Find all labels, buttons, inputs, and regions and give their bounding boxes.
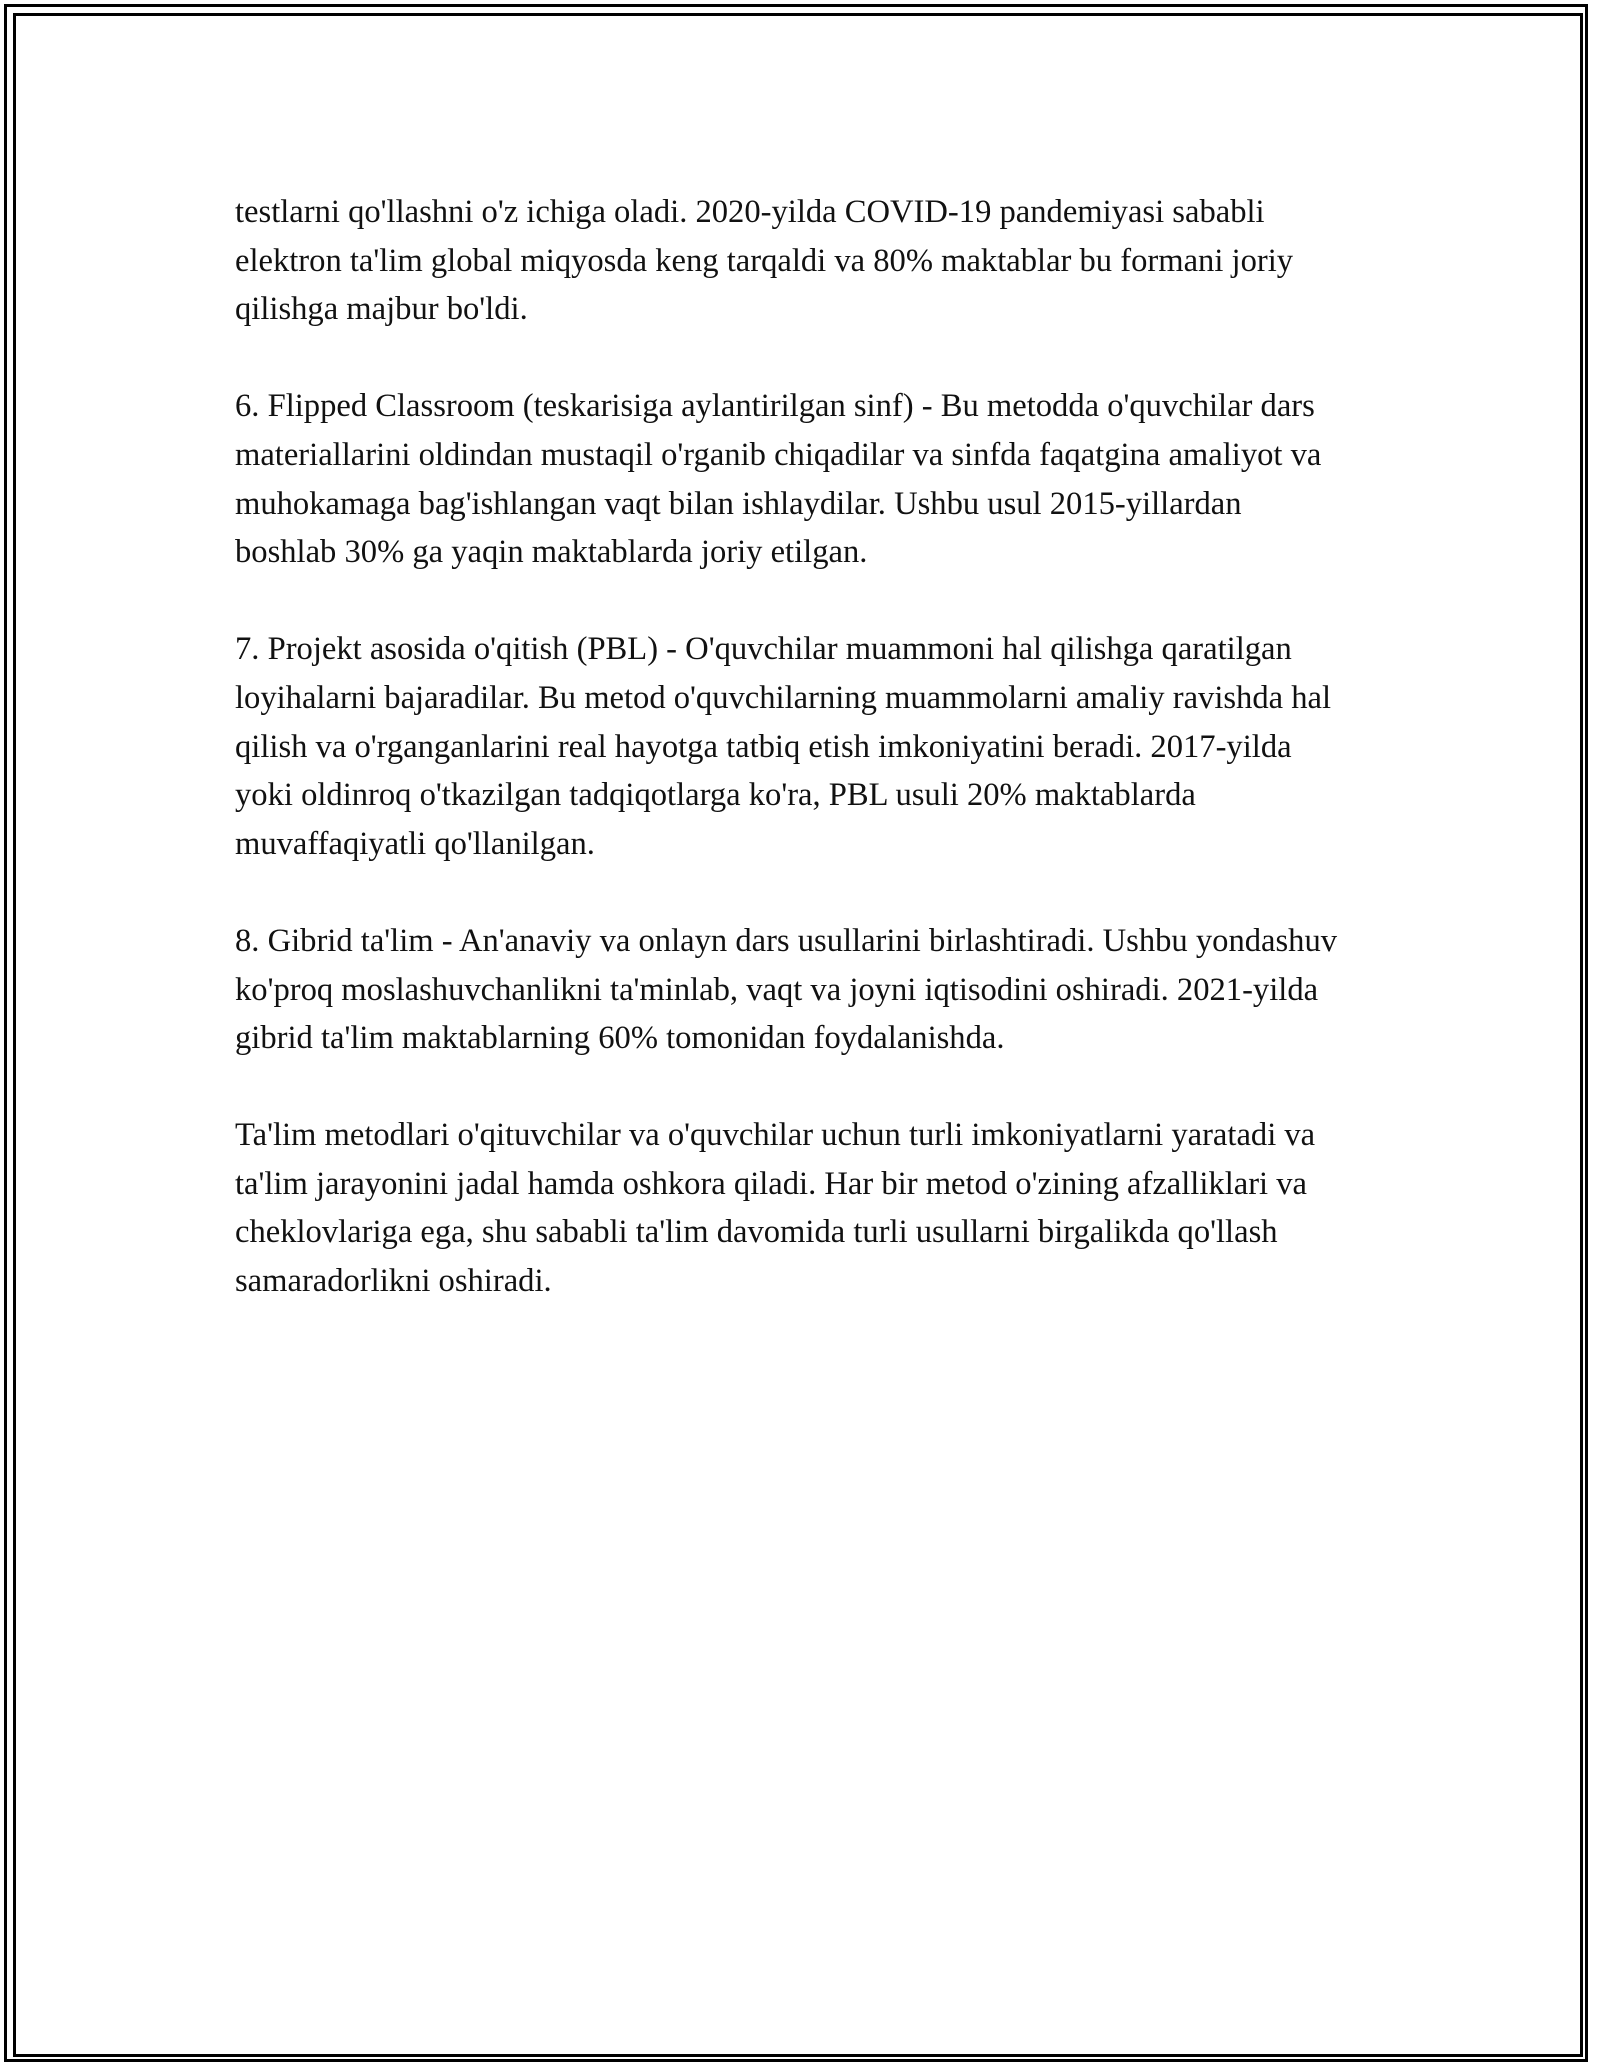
paragraph-elearning-continuation: testlarni qo'llashni o'z ichiga oladi. 2020-yilda COVID-19 pandemiyasi sababli elektron ta'lim global miqyosda keng tarqaldi va 80% maktablar bu formani joriy qilishga majbur bo'ldi.: [235, 194, 1294, 328]
document-body: [235, 188, 1345, 1354]
paragraph-hybrid-learning: 8. Gibrid ta'lim - An'anaviy va onlayn dars usullarini birlashtiradi. Ushbu yondashuv ko'proq moslashuvchanlikni ta'minlab, vaqt va joyni iqtisodini oshiradi. 2021-yilda gibrid ta'lim maktablarning 60% tomonidan foydalanishda.: [235, 922, 1338, 1057]
paragraph-project-based-learning: 7. Projekt asosida o'qitish (PBL) - O'quvchilar muammoni hal qilishga qaratilgan loyihalarni bajaradilar. Bu metod o'quvchilarning muammolarni amaliy ravishda hal qilish va o'rganganlarini real hayotga tatbiq etish imkoniyatini beradi. 2017-yilda yoki oldinroq o'tkazilgan tadqiqotlarga ko'ra, PBL usuli 20% maktablarda muvaffaqiyatli qo'llanilgan.: [235, 631, 1332, 862]
paragraph-flipped-classroom: 6. Flipped Classroom (teskarisiga aylantirilgan sinf) - Bu metodda o'quvchilar dars materiallarini oldindan mustaqil o'rganib chiqadilar va sinfda faqatgina amaliyot va muhokamaga bag'ishlangan vaqt bilan ishlaydilar. Ushbu usul 2015-yillardan boshlab 30% ga yaqin maktablarda joriy etilgan.: [235, 388, 1322, 571]
paragraph-conclusion: Ta'lim metodlari o'qituvchilar va o'quvchilar uchun turli imkoniyatlarni yaratadi va ta'lim jarayonini jadal hamda oshkora qiladi. Har bir metod o'zining afzalliklari va cheklovlariga ega, shu sababli ta'lim davomida turli usullarni birgalikda qo'llash samaradorlikni oshiradi.: [235, 1117, 1316, 1300]
